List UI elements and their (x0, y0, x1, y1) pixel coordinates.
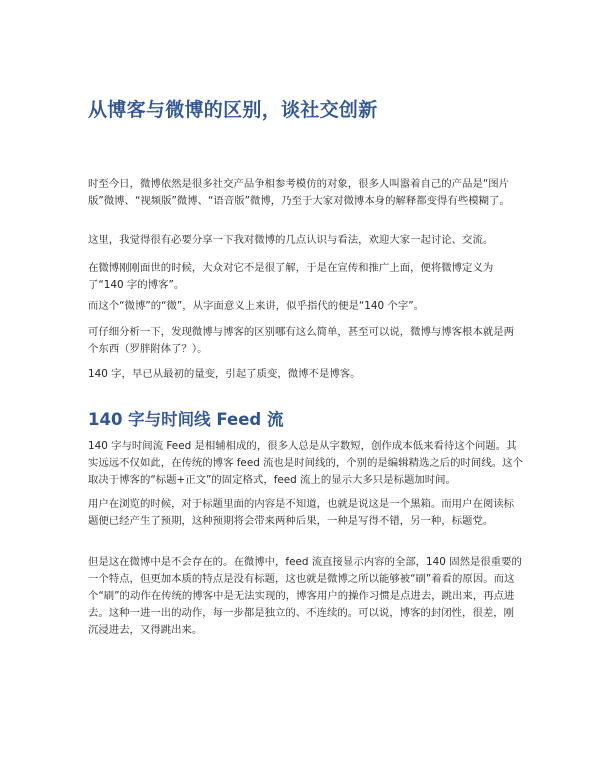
intro-paragraph-5: 可仔细分析一下，发现微博与博客的区别哪有这么简单，甚至可以说，微博与博客根本就是两个东西（罗胖附体了？）。 (88, 326, 515, 355)
section-paragraph-3: 但是这在微博中是不会存在的。在微博中，feed 流直接显示内容的全部，140 固然是很重要的一个特点，但更加本质的特点是没有标题，这也就是微博之所以能够被“刷”着看的原因。而这个“刷”的动作在传统的博客中是无法实现的，博客用户的操作习惯是点进去，跳出来，再点进去。这种一进一出的动作，每一步都是独立的、不连续的。可以说，博客的封闭性，很差，刚沉浸进去，又得跳出来。 (88, 556, 522, 636)
intro-paragraph-1: 时至今日，微博依然是很多社交产品争相参考模仿的对象，很多人叫嚣着自己的产品是“图片版”微博、“视频版”微博、“语音版”微博，乃至于大家对微博本身的解释都变得有些模糊了。 (88, 178, 510, 207)
page-title: 从博客与微博的区别，谈社交创新 (88, 99, 378, 121)
intro-paragraph-6: 140 字，早已从最初的量变，引起了质变，微博不是博客。 (88, 368, 361, 380)
section-heading: 140 字与时间线 Feed 流 (88, 410, 284, 429)
intro-paragraph-2: 这里，我觉得很有必要分享一下我对微博的几点认识与看法，欢迎大家一起讨论、交流。 (88, 234, 494, 246)
intro-paragraph-4: 而这个“微博”的“微”，从字面意义上来讲，似乎指代的便是“140 个字”。 (88, 300, 424, 312)
section-paragraph-1: 140 字与时间流 Feed 是相辅相成的，很多人总是从字数短，创作成本低来看待这个问题。其实远远不仅如此，在传统的博客 feed 流也是时间线的，个别的是编辑精选之后的时间线。这个取决于博客的“标题+正文”的固定格式，feed 流上的显示大多只是标题加时间。 (88, 440, 523, 486)
intro-paragraph-3: 在微博刚刚面世的时候，大众对它不是很了解，于是在宣传和推广上面，便将微博定义为了“140 字的博客”。 (88, 262, 494, 291)
section-paragraph-2: 用户在浏览的时候，对于标题里面的内容是不知道，也就是说这是一个黑箱。而用户在阅读标题便已经产生了预期，这种预期将会带来两种后果，一种是写得不错，另一种，标题党。 (88, 498, 515, 527)
